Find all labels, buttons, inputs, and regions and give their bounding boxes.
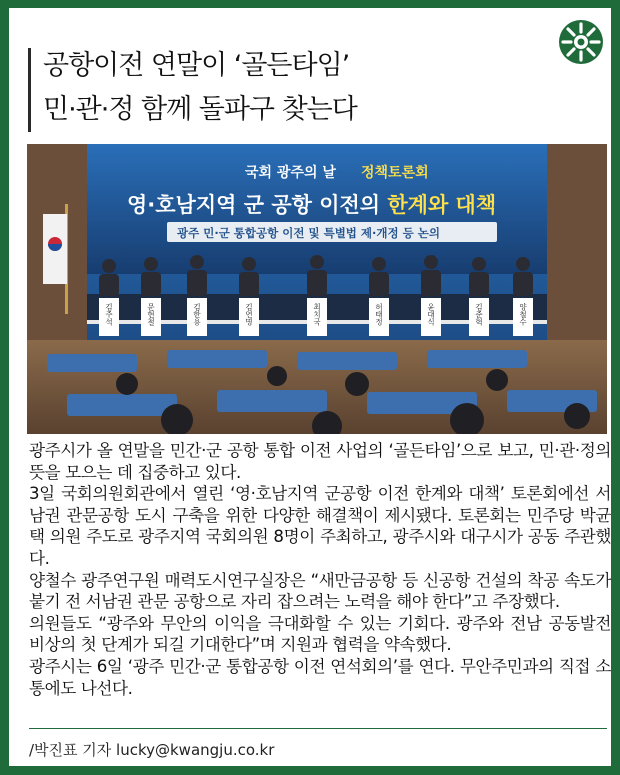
kwangju-ilbo-logo-icon	[557, 18, 605, 66]
byline: /박진표 기자 lucky@kwangju.co.kr	[29, 741, 275, 759]
nameplate: 김준혁	[474, 302, 484, 326]
nameplate: 허태정	[374, 302, 384, 326]
headline-line-1: 공항이전 연말이 ‘골든타임’	[43, 50, 350, 81]
banner-main-text	[127, 193, 496, 217]
banner-subtitle: 광주 민·군 통합공항 이전 및 특별법 제·개정 등 논의	[177, 226, 440, 240]
article-paragraph: 의원들도 “광주와 무안의 이익을 극대화할 수 있는 기회다. 광주와 전남 공동발전 비상의 첫 단계가 되길 기대한다”며 지원과 협력을 약속했다.	[29, 613, 611, 655]
headline	[43, 44, 543, 132]
headline-accent-bar	[28, 48, 31, 132]
article-paragraph: 광주시는 6일 ‘광주 민간·군 통합공항 이전 연석회의’를 연다. 무안주민과의 직접 소통에도 나선다.	[29, 656, 611, 698]
forum-photo-illustration	[27, 144, 607, 434]
forum-photo	[27, 144, 607, 434]
nameplate: 문현철	[146, 302, 156, 326]
headline-line-2: 민·관·정 함께 돌파구 찾는다	[43, 94, 357, 125]
article-paragraph: 광주시가 올 연말을 민간·군 공항 통합 이전 사업의 ‘골든타임’으로 보고, 민·관·정의 뜻을 모으는 데 집중하고 있다.	[29, 441, 611, 482]
article-card	[9, 8, 611, 766]
nameplate: 최치국	[312, 302, 322, 326]
banner-main-part-a: 영·호남지역 군 공항 이전의	[127, 193, 381, 217]
nameplate: 윤대식	[426, 302, 436, 326]
article-paragraph: 3일 국회의원회관에서 열린 ‘영·호남지역 군공항 이전 한계와 대책’ 토론회에선 서남권 관문공항 도시 구축을 위한 다양한 해결책이 제시됐다. 토론회는 민주당 박균택 의원 주도로 광주지역 국회의원 8명이 주최하고, 광주시와 대구시가 공동 주관했다.	[29, 484, 611, 568]
banner-main-part-b: 한계와 대책	[380, 193, 497, 217]
nameplate: 김주석	[104, 302, 114, 326]
nameplate: 김연명	[244, 302, 254, 326]
nameplate: 김한용	[192, 302, 202, 326]
banner-small-text: 국회 광주의 날	[245, 165, 336, 181]
nameplate: 양철수	[518, 302, 528, 326]
article-body	[29, 440, 611, 699]
banner-small-accent: 정책토론회	[361, 165, 429, 181]
byline-divider	[29, 728, 607, 729]
article-paragraph: 양철수 광주연구원 매력도시연구실장은 “새만금공항 등 신공항 건설의 착공 속도가 붙기 전 서남권 관문 공항으로 자리 잡으려는 노력을 해야 한다”고 주장했다.	[29, 570, 611, 612]
